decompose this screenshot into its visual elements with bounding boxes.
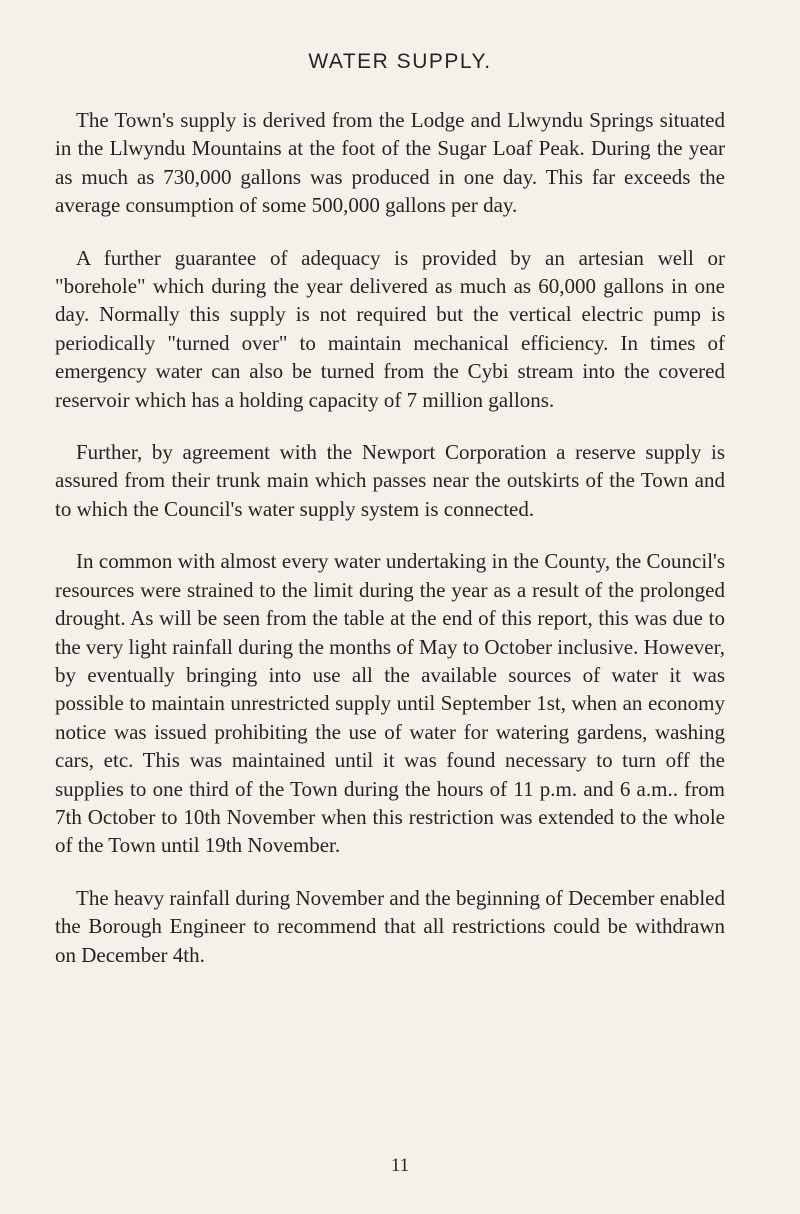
page-title: WATER SUPPLY.: [308, 50, 492, 73]
paragraph-drought: In common with almost every water undertaking in the County, the Council's resources were strained to the limit during the year as a result of the prolonged drought. As will be seen from the table at the end of this report, this was due to the very light rainfall during the months of May to October inclusive. However, by eventually bringing into use all the available sources of water it was possible to maintain unrestricted supply until September 1st, when an economy notice was issued prohibiting the use of water for watering gardens, washing cars, etc. This was maintained until it was found necessary to turn off the supplies to one third of the Town during the hours of 11 p.m. and 6 a.m.. from 7th October to 10th November when this restriction was extended to the whole of the Town until 19th November.: [55, 549, 725, 858]
page-number: 11: [390, 1155, 410, 1176]
body-text: [55, 106, 725, 993]
paragraph-borehole: A further guarantee of adequacy is provided by an artesian well or "borehole" which during the year delivered as much as 60,000 gallons in one day. Normally this supply is not required but the vertical electric pump is periodically "turned over" to maintain mechanical efficiency. In times of emergency water can also be turned from the Cybi stream into the covered reservoir which has a holding capacity of 7 million gallons.: [55, 245, 725, 412]
paragraph-water-sources: The Town's supply is derived from the Lodge and Llwyndu Springs situated in the Llwyndu Mountains at the foot of the Sugar Loaf Peak. During the year as much as 730,000 gallons was produced in one day. This far exceeds the average consumption of some 500,000 gallons per day.: [55, 108, 725, 218]
paragraph-restrictions-withdrawn: The heavy rainfall during November and the beginning of December enabled the Borough Engineer to recommend that all restrictions could be withdrawn on December 4th.: [55, 885, 725, 967]
paragraph-reserve-supply: Further, by agreement with the Newport Corporation a reserve supply is assured from their trunk main which passes near the outskirts of the Town and to which the Council's water supply system is connected.: [55, 440, 725, 521]
